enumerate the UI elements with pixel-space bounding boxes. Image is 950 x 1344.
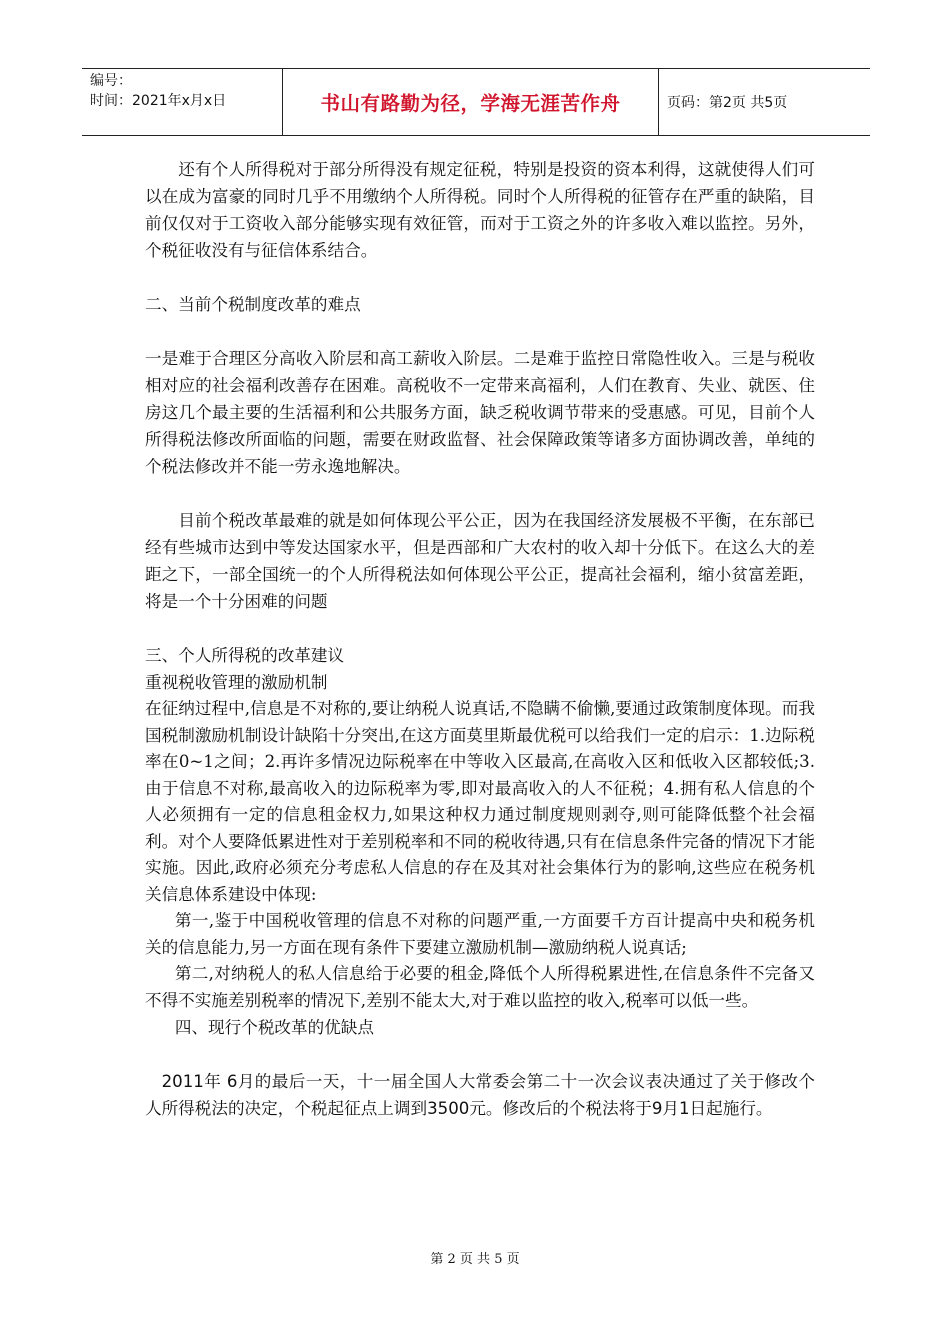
paragraph-2011-reform: 2011年 6月的最后一天，十一届全国人大常委会第二十一次会议表决通过了关于修改个人所得税法的决定，个税起征点上调到3500元。修改后的个税法将于9月1日起施行。 xyxy=(145,1072,815,1118)
document-date-label: 时间：2021年x月x日 xyxy=(90,93,227,109)
header-meta-cell xyxy=(82,69,282,135)
document-number-label: 编号： xyxy=(90,73,132,89)
paragraph-first-measure: 第一,鉴于中国税收管理的信息不对称的问题严重,一方面要千方百计提高中央和税务机关的信息能力,另一方面在现有条件下要建立激励机制—激励纳税人说真话; xyxy=(145,911,815,957)
spacer xyxy=(145,480,815,507)
spacer xyxy=(145,1041,815,1068)
paragraph-fairness: 目前个税改革最难的就是如何体现公平公正，因为在我国经济发展极不平衡，在东部已经有些城市达到中等发达国家水平，但是西部和广大农村的收入却十分低下。在这么大的差距之下，一部全国统一的个人所得税法如何体现公平公正，提高社会福利，缩小贫富差距，将是一个十分困难的问题 xyxy=(145,511,815,611)
subheading-incentive-mechanism: 重视税收管理的激励机制 xyxy=(145,673,328,692)
spacer xyxy=(145,318,815,345)
header-motto: 书山有路勤为径，学海无涯苦作舟 xyxy=(320,92,621,115)
spacer xyxy=(145,615,815,642)
spacer xyxy=(145,264,815,291)
paragraph-difficulties: 一是难于合理区分高收入阶层和高工薪收入阶层。二是难于监控日常隐性收入。三是与税收相对应的社会福利改善存在困难。高税收不一定带来高福利，人们在教育、失业、就医、住房这几个最主要的生活福利和公共服务方面，缺乏税收调节带来的受惠感。可见，目前个人所得税法修改所面临的问题，需要在财政监督、社会保障政策等诸多方面协调改善，单纯的个税法修改并不能一劳永逸地解决。 xyxy=(145,349,815,476)
document-body xyxy=(145,156,815,1122)
section-heading-pros-cons: 四、现行个税改革的优缺点 xyxy=(174,1018,374,1037)
paragraph-tax-loopholes: 还有个人所得税对于部分所得没有规定征税，特别是投资的资本利得，这就使得人们可以在成为富豪的同时几乎不用缴纳个人所得税。同时个人所得税的征管存在严重的缺陷，目前仅仅对于工资收入部分能够实现有效征管，而对于工资之外的许多收入难以监控。另外，个税征收没有与征信体系结合。 xyxy=(145,160,815,260)
header-page-cell xyxy=(659,69,870,135)
page-footer: 第 2 页 共 5 页 xyxy=(430,1252,520,1267)
paragraph-second-measure: 第二,对纳税人的私人信息给于必要的租金,降低个人所得税累进性,在信息条件不完备又不得不实施差别税率的情况下,差别不能太大,对于难以监控的收入,税率可以低一些。 xyxy=(145,964,815,1010)
header-page-info: 页码：第2页 共5页 xyxy=(667,95,788,111)
section-heading-difficulties: 二、当前个税制度改革的难点 xyxy=(145,295,361,314)
header-table xyxy=(82,68,870,136)
header-motto-cell xyxy=(282,69,659,135)
section-heading-suggestions: 三、个人所得税的改革建议 xyxy=(145,646,345,665)
paragraph-information-asymmetry: 在征纳过程中,信息是不对称的,要让纳税人说真话,不隐瞒不偷懒,要通过政策制度体现。而我国税制激励机制设计缺陷十分突出,在这方面莫里斯最优税可以给我们一定的启示：1.边际税率在0~1之间；2.再许多情况边际税率在中等收入区最高,在高收入区和低收入区都较低;3.由于信息不对称,最高收入的边际税率为零,即对最高收入的人不征税；4.拥有私人信息的个人必须拥有一定的信息租金权力,如果这种权力通过制度规则剥夺,则可能降低整个社会福利。对个人要降低累进性对于差别税率和不同的税收待遇,只有在信息条件完备的情况下才能实施。因此,政府必须充分考虑私人信息的存在及其对社会集体行为的影响,这些应在税务机关信息体系建设中体现: xyxy=(145,699,815,904)
